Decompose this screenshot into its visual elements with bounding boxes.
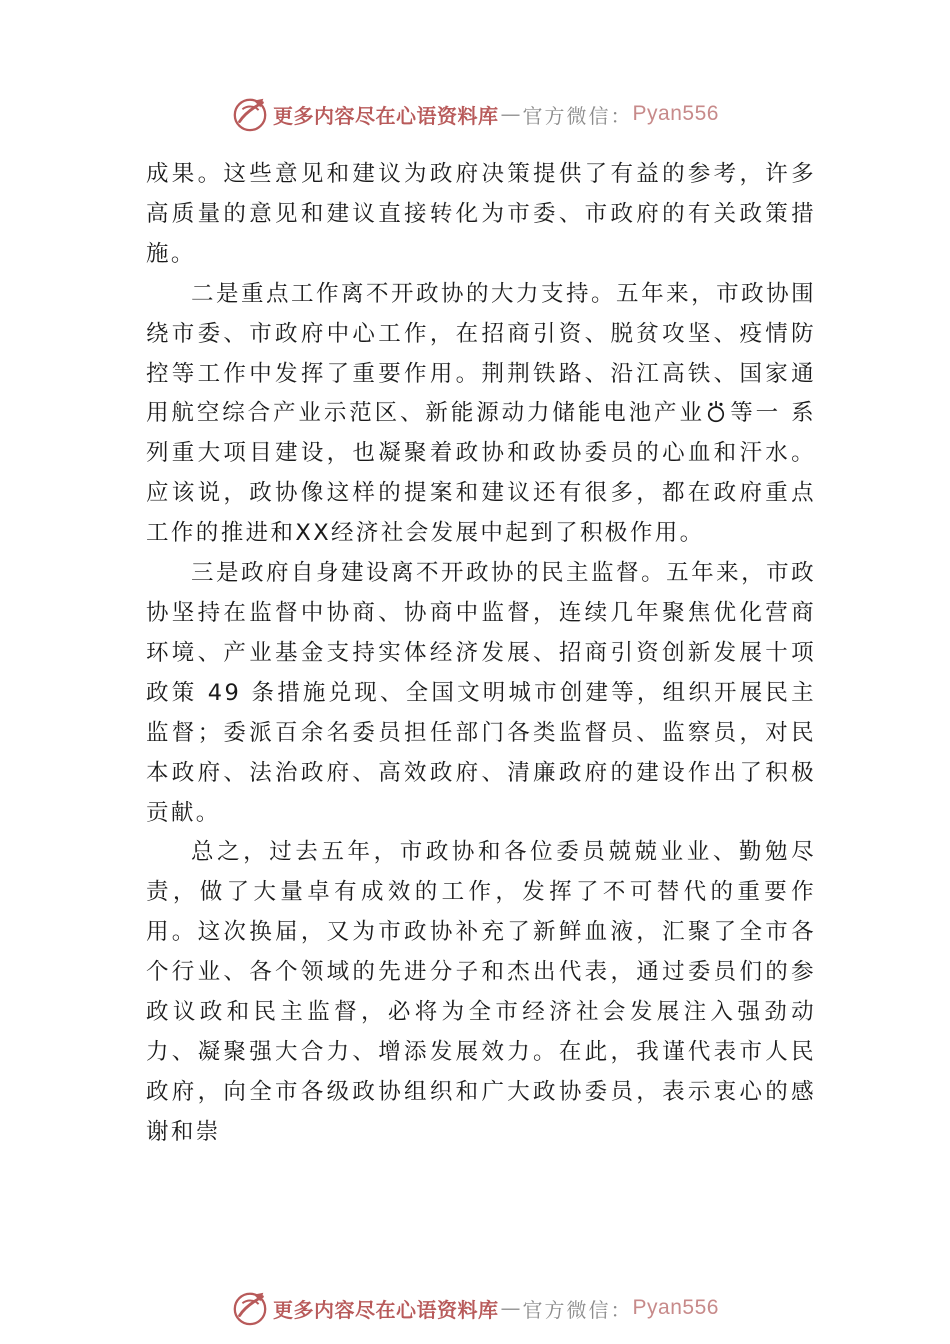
brand-name: 更多内容尽在心语资料库	[273, 103, 499, 128]
banner-separator: —	[500, 102, 521, 126]
footer-banner	[0, 1286, 950, 1330]
document-body	[146, 155, 816, 1153]
paragraph-3: 三是政府自身建设离不开政协的民主监督。五年来，市政协坚持在监督中协商、协商中监督，连续几年聚焦优化营商环境、产业基金支持实体经济发展、招商引资创新发展十项政策 49 条措施兑现、全国文明城市创建等，组织开展民主监督；委派百余名委员担任部门各类监督员、监察员，对民本政府、法治政府、高效政府、清廉政府的建设作出了积极贡献。	[146, 560, 816, 826]
wechat-id: Pyan556	[632, 1296, 719, 1319]
paragraph-1: 成果。这些意见和建议为政府决策提供了有益的参考，许多高质量的意见和建议直接转化为市委、市政府的有关政策措施。	[146, 161, 816, 267]
banner-separator: —	[500, 1296, 521, 1320]
wechat-id: Pyan556	[632, 102, 719, 125]
wechat-label: 官方微信：	[522, 1297, 633, 1322]
brand-name: 更多内容尽在心语资料库	[273, 1297, 499, 1322]
brand-logo-icon	[231, 1289, 269, 1327]
header-banner	[0, 92, 950, 136]
paragraph-2: 二是重点工作离不开政协的大力支持。五年来，市政协围绕市委、市政府中心工作，在招商引资、脱贫攻坚、疫情防控等工作中发挥了重要作用。荆荆铁路、沿江高铁、国家通用航空综合产业示范区、新能源动力储能电池产业⛣等一 系列重大项目建设，也凝聚着政协和政协委员的心血和汗水。应该说，政协像这样的提案和建议还有很多，都在政府重点 工作的推进和XX经济社会发展中起到了积极作用。	[146, 280, 816, 547]
wechat-label: 官方微信：	[522, 103, 633, 128]
paragraph-4: 总之，过去五年，市政协和各位委员兢兢业业、勤勉尽责，做了大量卓有成效的工作，发挥了不可替代的重要作用。这次换届，又为市政协补充了新鲜血液，汇聚了全市各个行业、各个领域的先进分子和杰出代表，通过委员们的参政议政和民主监督，必将为全市经济社会发展注入强劲动力、凝聚强大合力、增添发展效力。在此，我谨代表市人民政府，向全市各级政协组织和广大政协委员，表示衷心的感谢和崇	[146, 839, 816, 1145]
brand-logo-icon	[231, 95, 269, 133]
